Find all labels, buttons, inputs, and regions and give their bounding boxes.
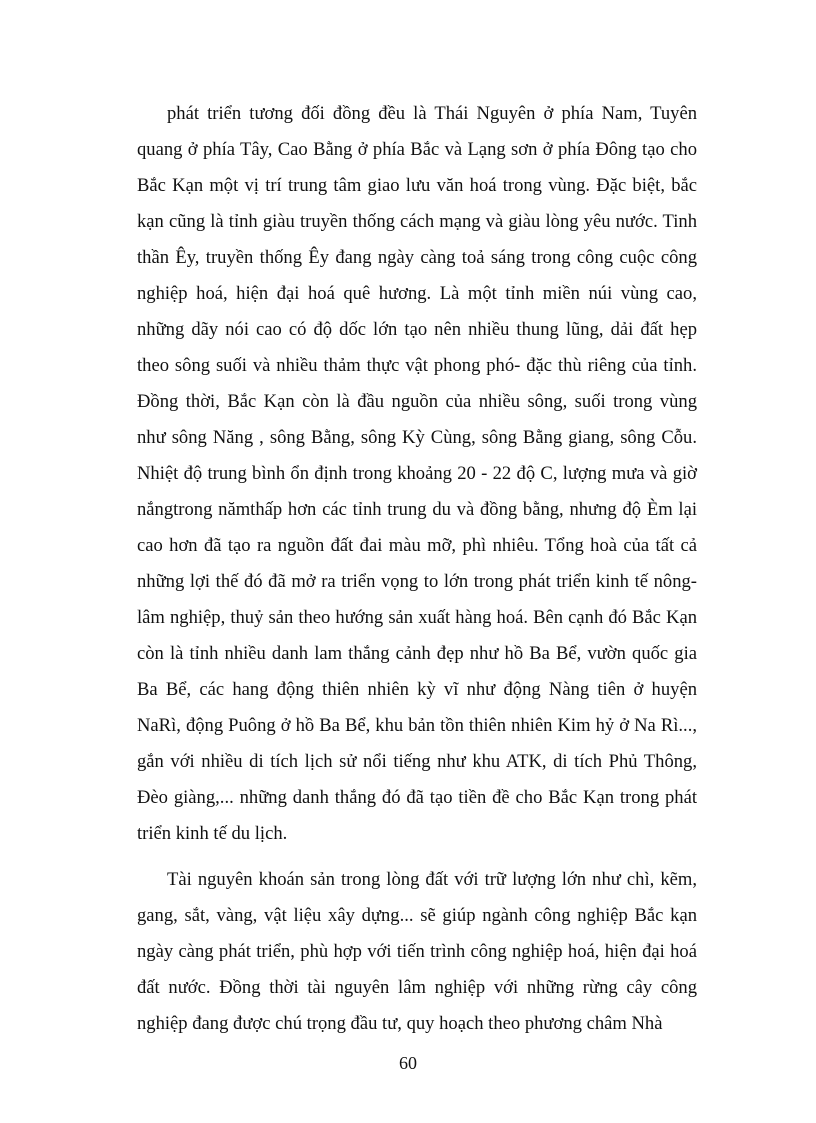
page-number: 60 [399,1053,417,1073]
text-line: Nhiệt độ trung bình ổn định trong khoảng 20 - 22 độ C, lượng mưa và giờ [137,463,697,484]
text-line: theo sông suối và nhiều thảm thực vật phong phó- đặc thù riêng của tỉnh. [137,355,697,376]
text-line: nắngtrong nămthấp hơn các tỉnh trung du và đồng bằng, nhưng độ Èm lại [137,499,697,520]
text-line: những dãy nói cao có độ dốc lớn tạo nên nhiều thung lũng, dải đất hẹp [137,319,697,340]
text-line: nghiệp đang được chú trọng đầu tư, quy hoạch theo phương châm Nhà [137,1013,663,1034]
text-line: thần Êy, truyền thống Êy đang ngày càng toả sáng trong công cuộc công [137,247,697,268]
text-line: gang, sắt, vàng, vật liệu xây dựng... sẽ giúp ngành công nghiệp Bắc kạn [137,905,697,926]
text-line: triển kinh tế du lịch. [137,823,288,844]
text-line: gắn với nhiều di tích lịch sử nổi tiếng như khu ATK, di tích Phủ Thông, [137,751,697,772]
text-line: cao hơn đã tạo ra nguồn đất đai màu mỡ, phì nhiêu. Tổng hoà của tất cả [137,535,697,556]
body-text [137,96,697,1034]
text-line: những lợi thế đó đã mở ra triển vọng to lớn trong phát triển kinh tế nông- [137,571,697,592]
text-line: đất nước. Đồng thời tài nguyên lâm nghiệp với những rừng cây công [137,977,697,998]
text-line: Đồng thời, Bắc Kạn còn là đầu nguồn của nhiều sông, suối trong vùng [137,391,697,412]
text-line: kạn cũng là tỉnh giàu truyền thống cách mạng và giàu lòng yêu nước. Tinh [137,211,697,232]
text-line: nghiệp hoá, hiện đại hoá quê hương. Là một tỉnh miền núi vùng cao, [137,283,697,304]
text-line: NaRì, động Puông ở hồ Ba Bể, khu bản tồn thiên nhiên Kim hỷ ở Na Rì..., [137,715,697,736]
text-line: Đèo giàng,... những danh thắng đó đã tạo tiền đề cho Bắc Kạn trong phát [137,787,697,808]
text-line: Ba Bể, các hang động thiên nhiên kỳ vĩ như động Nàng tiên ở huyện [137,679,697,700]
text-line: phát triển tương đối đồng đều là Thái Nguyên ở phía Nam, Tuyên [167,103,697,124]
text-line: lâm nghiệp, thuỷ sản theo hướng sản xuất hàng hoá. Bên cạnh đó Bắc Kạn [137,607,697,628]
text-line: quang ở phía Tây, Cao Bằng ở phía Bắc và Lạng sơn ở phía Đông tạo cho [137,139,697,160]
text-line: còn là tỉnh nhiều danh lam thắng cảnh đẹp như hồ Ba Bể, vườn quốc gia [137,643,697,664]
text-line: như sông Năng , sông Bằng, sông Kỳ Cùng, sông Bằng giang, sông Cỗu. [137,427,697,448]
text-line: ngày càng phát triển, phù hợp với tiến trình công nghiệp hoá, hiện đại hoá [137,941,697,962]
text-line: Tài nguyên khoán sản trong lòng đất với trữ lượng lớn như chì, kẽm, [167,869,697,890]
text-line: Bắc Kạn một vị trí trung tâm giao lưu văn hoá trong vùng. Đặc biệt, bắc [137,175,697,196]
